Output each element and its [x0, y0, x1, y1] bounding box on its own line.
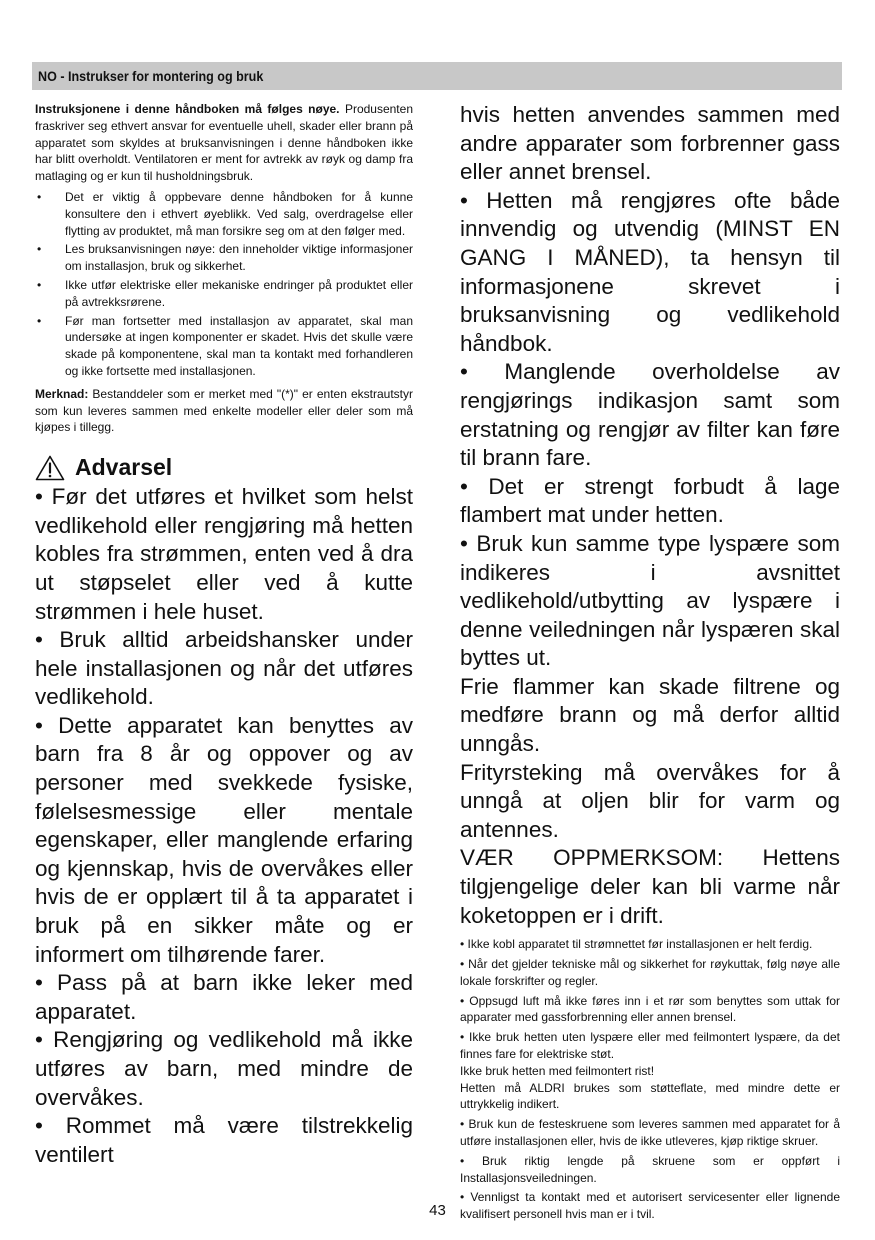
warning-triangle-icon	[35, 455, 65, 481]
note-text: Bestanddeler som er merket med "(*)" er enten ekstrautstyr som kun leveres sammen med enkelte modeller eller deler som må kjøpes i tillegg.	[35, 386, 413, 435]
warning-paragraph: • Pass på at barn ikke leker med apparatet.	[35, 970, 413, 1024]
warning-title: Advarsel	[75, 454, 173, 481]
small-paragraph: • Når det gjelder tekniske mål og sikkerhet for røykuttak, følg nøye alle lokale forskrifter og regler.	[460, 957, 840, 988]
intro-bullet-list	[35, 189, 413, 380]
intro-paragraph	[35, 101, 413, 185]
intro-text: Produsenten fraskriver seg ethvert ansvar for eventuelle uhell, skader eller brann på apparatet som skyldes at bruksanvisningen i denne håndboken ikke har blitt overholdt. Ventilatoren er ment for avtrekk av røyk og damp fra matlaging og er kun til husholdningsbruk.	[35, 102, 413, 184]
warning-paragraph: hvis hetten anvendes sammen med andre apparater som forbrenner gass eller annet brensel.	[460, 102, 840, 185]
note-paragraph	[35, 386, 413, 436]
small-paragraph: Hetten må ALDRI brukes som støtteflate, med mindre dette er uttrykkelig indikert.	[460, 1080, 840, 1112]
warning-paragraph: Frie flammer kan skade filtrene og medføre brann og må derfor alltid unngås.	[460, 673, 840, 757]
list-item: • Før man fortsetter med installasjon av apparatet, skal man undersøke at ingen komponenter er skadet. Hvis det skulle være skade på komponentene, skal man ta kontakt med forhandleren og ikke fortsette med installasjonen.	[35, 313, 413, 380]
small-paragraph: Ikke bruk hetten med feilmontert rist!	[460, 1063, 655, 1078]
small-print-block	[460, 936, 840, 1223]
page-number: 43	[429, 1202, 446, 1219]
warning-paragraph: • Det er strengt forbudt å lage flambert mat under hetten.	[460, 473, 840, 528]
small-paragraph: • Vennligst ta kontakt med et autorisert servicesenter eller lignende kvalifisert personell hvis man er i tvil.	[460, 1190, 840, 1222]
warning-paragraph: • Hetten må rengjøres ofte både innvendig og utvendig (MINST EN GANG I MÅNED), ta hensyn til informasjonene skrevet i bruksanvisning og vedlikehold håndbok.	[460, 187, 840, 356]
left-column	[35, 101, 413, 1169]
warning-paragraph: • Bruk alltid arbeidshansker under hele installasjonen og når det utføres vedlikehold.	[35, 627, 413, 710]
warning-paragraph: • Manglende overholdelse av rengjørings indikasjon samt som erstatning og rengjør av filter kan føre til brann fare.	[460, 359, 840, 471]
list-item: • Les bruksanvisningen nøye: den inneholder viktige informasjoner om installasjon, bruk og sikkerhet.	[35, 241, 413, 275]
warning-paragraph: • Rommet må være tilstrekkelig ventilert	[35, 1113, 413, 1167]
right-column	[460, 101, 840, 1223]
small-paragraph: • Ikke bruk hetten uten lyspære eller med feilmontert lyspære, da det finnes fare for elektriske støt.	[460, 1030, 840, 1061]
section-title: NO - Instrukser for montering og bruk	[38, 69, 264, 84]
small-paragraph: • Bruk riktig lengde på skruene som er oppført i Installasjonsveiledningen.	[460, 1153, 840, 1185]
warning-paragraph: • Rengjøring og vedlikehold må ikke utføres av barn, med mindre de overvåkes.	[35, 1027, 413, 1110]
intro-bold-lead: Instruksjonene i denne håndboken må følges nøye.	[35, 102, 340, 116]
note-label: Merknad:	[35, 386, 89, 401]
warning-heading	[35, 454, 413, 481]
warning-paragraph: • Før det utføres et hvilket som helst vedlikehold eller rengjøring må hetten kobles fra strømmen, enten ved å dra ut støpselet eller ved å kutte strømmen i hele huset.	[35, 484, 413, 624]
small-paragraph: • Ikke kobl apparatet til strømnettet før installasjonen er helt ferdig.	[460, 937, 813, 952]
small-paragraph: • Bruk kun de festeskruene som leveres sammen med apparatet for å utføre installasjonen eller, hvis de ikke utleveres, kjøp riktige skruer.	[460, 1117, 840, 1148]
list-item: • Ikke utfør elektriske eller mekaniske endringer på produktet eller på avtrekksrørene.	[35, 277, 413, 311]
warning-paragraph: Frityrsteking må overvåkes for å unngå at oljen blir for varm og antennes.	[460, 759, 840, 842]
warning-paragraph: • Dette apparatet kan benyttes av barn fra 8 år og oppover og av personer med svekkede fysiske, følelsesmessige eller mentale egenskaper, eller manglende erfaring og kjennskap, hvis de overvåkes eller hvis de er opplært til å ta apparatet i bruk på en sikker måte og er informert om tilhørende farer.	[35, 712, 413, 967]
section-header-bar	[32, 62, 842, 90]
list-item: • Det er viktig å oppbevare denne håndboken for å kunne konsultere den i ethvert øyeblikk. Ved salg, overdragelse eller flytting av produktet, må man forsikre seg om at den følger med.	[35, 189, 413, 239]
warning-paragraph: VÆR OPPMERKSOM: Hettens tilgjengelige deler kan bli varme når koketoppen er i drift.	[460, 845, 840, 928]
warning-paragraph: • Bruk kun samme type lyspære som indikeres i avsnittet vedlikehold/utbytting av lyspære i denne veiledningen når lyspæren skal byttes ut.	[460, 530, 840, 671]
small-paragraph: • Oppsugd luft må ikke føres inn i et rør som benyttes som uttak for apparater med gassforbrenning eller annen brensel.	[460, 993, 840, 1025]
